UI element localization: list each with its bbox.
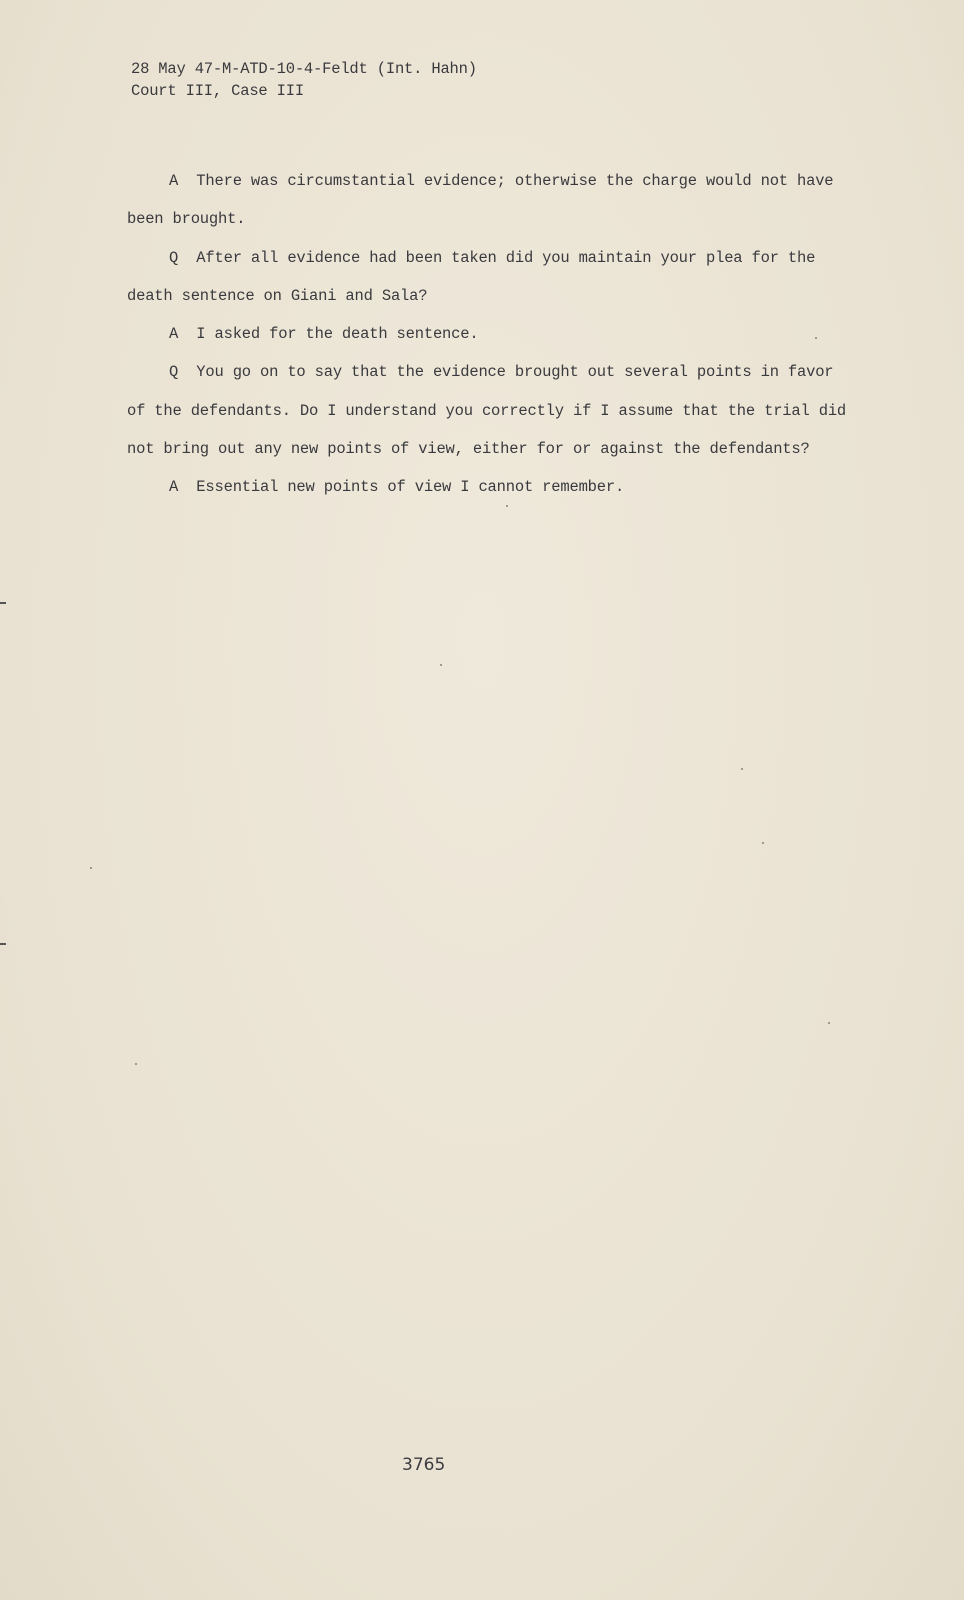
testimony-question-2: Q You go on to say that the evidence brought out several points in favor of the defendants. Do I understand you correctly if I assume that the trial did not bring out any new points of view, either for or against the defendants?: [127, 363, 856, 459]
paper-speck: [440, 664, 442, 666]
paper-speck: [741, 768, 743, 770]
paper-speck: [762, 842, 764, 844]
page-number: 3765: [402, 1455, 446, 1475]
paper-speck: [815, 337, 817, 339]
document-header: [131, 58, 477, 102]
paper-speck: [135, 1063, 137, 1065]
header-reference: 28 May 47-M-ATD-10-4-Feldt (Int. Hahn): [131, 60, 477, 78]
testimony-answer-1: A There was circumstantial evidence; otherwise the charge would not have been brought.: [127, 172, 843, 229]
margin-mark: [0, 943, 6, 945]
testimony-answer-2: A I asked for the death sentence.: [169, 325, 479, 344]
margin-mark: [0, 602, 6, 604]
testimony-answer-3: A Essential new points of view I cannot remember.: [169, 478, 625, 497]
testimony-body: [127, 162, 857, 507]
testimony-question-1: Q After all evidence had been taken did you maintain your plea for the death sentence on Giani and Sala?: [127, 248, 825, 305]
paper-speck: [90, 867, 92, 869]
header-court-case: Court III, Case III: [131, 82, 304, 100]
paper-speck: [828, 1022, 830, 1024]
paper-speck: [506, 505, 508, 507]
